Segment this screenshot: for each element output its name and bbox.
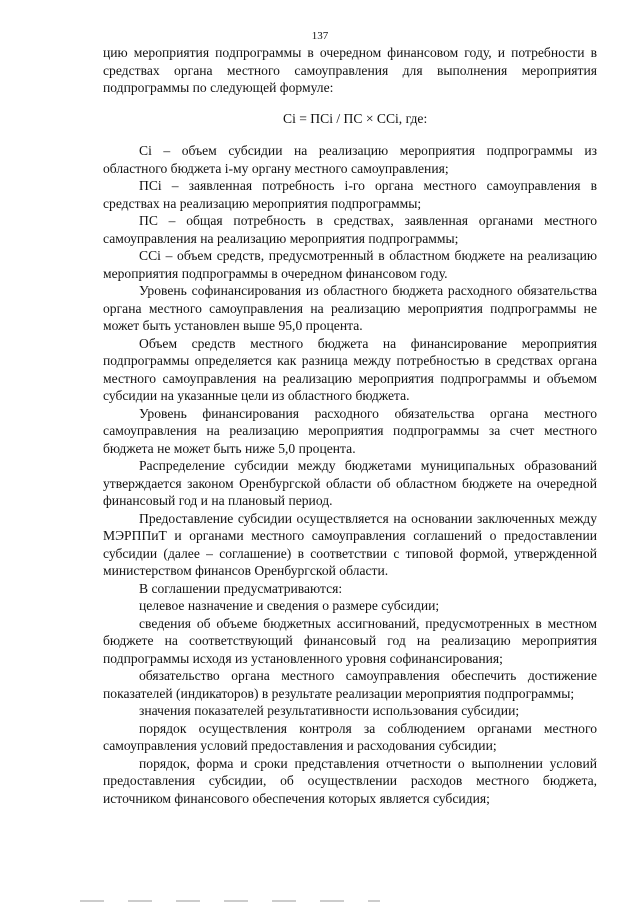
agreement-item: порядок осуществления контроля за соблюдением органами местного самоуправления условий предоставления и расходования субсидии; xyxy=(103,720,597,753)
agreement-item: целевое назначение и сведения о размере субсидии; xyxy=(139,598,440,613)
paragraph-distribution: Распределение субсидии между бюджетами муниципальных образований утверждается законом Оренбургской области об областном бюджете на очередной финансовый год и на плановый период. xyxy=(103,458,597,508)
paragraph-provision: Предоставление субсидии осуществляется на основании заключенных между МЭРППиТ и органами местного самоуправления соглашений о предоставлении субсидии (далее – соглашение) в соответствии с типовой формой, утвержденной министерством финансов Оренбургской области. xyxy=(103,510,597,578)
definition-ci: Ci – объем субсидии на реализацию мероприятия подпрограммы из областного бюджета i-му органу местного самоуправления; xyxy=(103,143,597,176)
agreement-intro: В соглашении предусматриваются: xyxy=(139,580,343,596)
intro-paragraph: цию мероприятия подпрограммы в очередном финансовом году, и потребности в средствах органа местного самоуправления для выполнения мероприятия подпрограммы по следующей формуле: xyxy=(103,45,597,95)
paragraph-cofinancing-level: Уровень софинансирования из областного бюджета расходного обязательства органа местного самоуправления на реализацию мероприятия подпрограммы не может быть установлен выше 95,0 процента. xyxy=(103,283,597,333)
agreement-item: сведения об объеме бюджетных ассигнований, предусмотренных в местном бюджете на соответствующий финансовый год на реализацию мероприятия подпрограммы исходя из установленного уровня софинансирования; xyxy=(103,615,597,666)
agreement-item: значения показателей результативности использования субсидии; xyxy=(139,703,520,718)
agreement-item: обязательство органа местного самоуправления обеспечить достижение показателей (индикаторов) в результате реализации мероприятия подпрограммы; xyxy=(103,668,597,701)
scan-artifact-line xyxy=(80,900,380,902)
document-body xyxy=(103,44,597,807)
page-number: 137 xyxy=(311,30,329,42)
definition-cci: CCi – объем средств, предусмотренный в областном бюджете на реализацию мероприятия подпрограммы в очередном финансовом году. xyxy=(103,248,597,281)
formula: Ci = ПCi / ПС × CCi, где: xyxy=(283,110,428,126)
agreement-item: порядок, форма и сроки представления отчетности о выполнении условий предоставления субсидии, об осуществлении расходов местного бюджета, источником финансового обеспечения которых является субсидия; xyxy=(103,755,597,806)
paragraph-financing-level: Уровень финансирования расходного обязательства органа местного самоуправления на реализацию мероприятия подпрограммы за счет местного бюджета не может быть ниже 5,0 процента. xyxy=(103,405,597,456)
paragraph-local-budget-volume: Объем средств местного бюджета на финансирование мероприятия подпрограммы определяется как разница между потребностью в средствах органа местного самоуправления на реализацию мероприятия подпрограммы и объемом субсидии на указанные цели из областного бюджета. xyxy=(103,335,597,403)
definition-ps: ПС – общая потребность в средствах, заявленная органами местного самоуправления на реализацию мероприятия подпрограммы; xyxy=(103,213,597,246)
definition-pci: ПCi – заявленная потребность i-го органа местного самоуправления в средствах на реализацию мероприятия подпрограммы; xyxy=(103,178,597,211)
